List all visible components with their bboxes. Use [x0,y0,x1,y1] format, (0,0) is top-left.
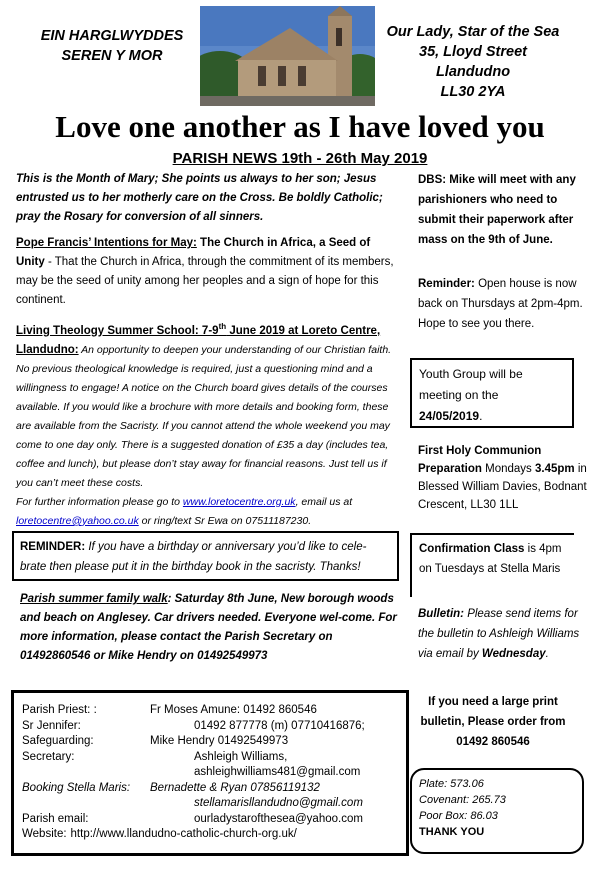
welsh-name-line2: SEREN Y MOR [61,48,163,64]
contact-rows [22,703,398,843]
summer-school-info-c: or ring/text Sr Ewa on 07511187230. [138,514,312,527]
contact-row [22,765,398,781]
collection-poor-box: Poor Box: 86.03 [419,810,498,822]
contact-value[interactable]: http://www.llandudno-catholic-church-org.uk/ [70,828,297,840]
summer-school-info-b: , email us at [295,495,353,508]
bulletin-notice [418,604,588,664]
parish-contacts-box [11,690,409,856]
address-street: 35, Lloyd Street [419,44,527,60]
open-house-reminder [418,274,588,334]
first-communion [418,442,588,514]
church-photo [200,6,375,106]
contact-value: Mike Hendry 01492549973 [150,735,289,747]
birthday-reminder-text: If you have a birthday or anniversary you’d like to cele-brate then please put it in the birthday book in the sacristy. Thanks! [20,541,367,573]
welsh-name-line1: EIN HARGLWYDDES [40,28,184,44]
contact-row [22,812,398,828]
contact-value[interactable]: stellamarisllandudno@gmail.com [194,797,363,809]
confirmation-heading: Confirmation Class [419,543,525,555]
youth-group-end: . [479,409,483,423]
welsh-church-name [22,26,202,66]
bulletin-day: Wednesday [481,648,546,660]
youth-group-text: Youth Group will be meeting on the [419,367,523,402]
family-walk-text: : Saturday 8th June, New borough woods and beach on Anglesey. Car drivers needed. Everyone wel-come. For more information, please contact the Parish Secretary on 01492860546 or Mike Hendry on 01492549973 [20,593,397,662]
contact-row [22,750,398,766]
collection-covenant: Covenant: 265.73 [419,794,506,806]
confirmation-text: is 4pm on Tuesdays at Stella Maris [419,543,562,575]
summer-school-heading-a: Living Theology Summer School: 7-9 [16,324,219,337]
family-walk [20,590,398,666]
pope-intentions-body: - That the Church in Africa, through the commitment of its members, may be the seed of unity among her peoples and a sign of hope for this continent. [16,256,394,306]
summer-school-info-a: For further information please go to [16,495,183,508]
pope-intentions-lead: The Church in Africa, a Seed of Unity [16,237,371,268]
first-communion-time: 3.45pm [534,463,575,475]
contact-value: Fr Moses Amune: 01492 860546 [150,704,317,716]
contact-row [22,796,398,812]
loreto-website-link[interactable]: www.loretocentre.org.uk [182,495,296,508]
contact-row [22,719,398,735]
summer-school [16,317,400,531]
birthday-reminder-box [12,531,399,581]
contact-label: Safeguarding: [22,735,94,747]
church-address [378,22,568,102]
contact-label [22,796,150,812]
parish-news-title: PARISH NEWS 19th - 26th May 2019 [172,150,428,167]
contact-row [22,827,398,843]
contact-value: Ashleigh Williams, [194,750,288,763]
summer-school-body: An opportunity to deepen your understanding of our Christian faith. No previous theological knowledge is required, just a questioning mind and a willingness to engage! A notice on the Church board gives details of the courses available. If you would like a brochure with more details and booking form, these are available from the Sacristy. If you cannot attend the whole weekend you may come to one day only. There is a suggested donation of £35 a day (includes tea, coffee and lunch), but please don’t stay away for financial reasons. Just tell us if you can’t meet these costs. [16,343,392,489]
contact-label: Website: [22,828,67,840]
contact-label: Booking Stella Maris: [22,781,131,794]
first-communion-days: Mondays [481,463,535,475]
address-postcode: LL30 2YA [440,84,506,100]
contact-label [22,765,150,781]
address-town: Llandudno [435,64,511,80]
month-of-mary-text: This is the Month of Mary; She points us always to her son; Jesus entrusted us to her motherly care on the Cross. Be boldly Catholic; pray the Rosary for conversion of all sinners. [16,173,383,223]
open-house-text: Open house is now back on Thursdays at 2pm-4pm. Hope to see you there. [418,278,583,330]
bulletin-end: . [545,648,549,660]
youth-group-date: 24/05/2019 [419,409,480,423]
contact-label: Parish Priest: : [22,704,97,716]
loreto-email-link[interactable]: loretocentre@yahoo.co.uk [16,514,139,527]
contact-value: Bernadette & Ryan 07856119132 [150,781,320,794]
summer-school-heading-b: June 2019 at Loreto Centre, Llandudno: [16,324,381,356]
pope-intentions [16,234,400,310]
confirmation-box [410,533,574,597]
open-house-label: Reminder: [418,278,475,290]
contact-label: Sr Jennifer: [22,719,81,732]
dbs-notice: DBS: Mike will meet with any parishioners who need to submit their paperwork after mass on the 9th of June. [418,174,576,246]
contact-label: Secretary: [22,750,75,763]
youth-group-box [410,358,574,428]
summer-school-heading-sup: th [218,322,227,331]
contact-row [22,734,398,750]
first-communion-heading: First Holy Communion Preparation [418,445,542,475]
church-name: Our Lady, Star of the Sea [386,24,560,40]
birthday-reminder-label: REMINDER: [20,541,86,553]
contact-value: 01492 877778 (m) 07710416876; [194,719,365,732]
contact-value[interactable]: ashleighwilliams481@gmail.com [194,766,361,778]
collection-thanks: THANK YOU [419,826,485,838]
contact-value[interactable]: ourladystarofthesea@yahoo.com [194,812,363,825]
large-print-notice: If you need a large print bulletin, Please order from 01492 860546 [420,696,566,748]
contact-row [22,781,398,797]
contact-row [22,703,398,719]
main-column [16,170,400,538]
collection-box [410,768,584,854]
pope-intentions-heading: Pope Francis’ Intentions for May: [16,237,197,249]
motto-heading: Love one another as I have loved you [55,109,545,144]
family-walk-heading: Parish summer family walk [20,593,168,605]
collection-plate: Plate: 573.06 [419,778,484,790]
bulletin-label: Bulletin: [418,608,464,620]
contact-label: Parish email: [22,812,89,825]
bulletin-text: Please send items for the bulletin to Ashleigh Williams via email by [418,608,580,660]
first-communion-location: in Blessed William Davies, Bodnant Crescent, LL30 1LL [418,463,587,511]
